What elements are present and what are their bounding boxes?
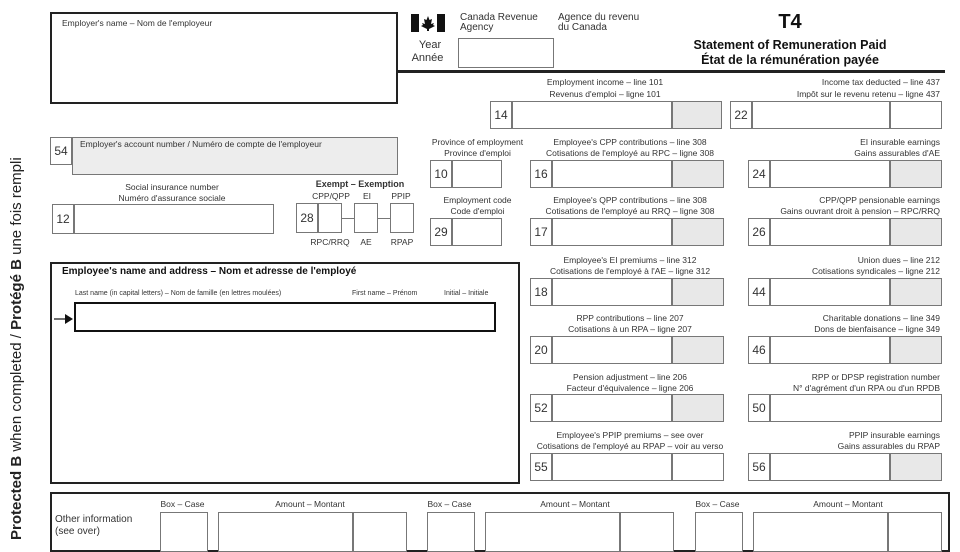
box22-field[interactable] xyxy=(752,101,890,129)
box20-field[interactable] xyxy=(552,336,672,364)
other-amount-label-1: Amount – Montant xyxy=(275,499,345,509)
box28-number: 28 xyxy=(296,203,318,233)
exempt-ppip-fr: RPAP xyxy=(390,237,414,247)
box17-field[interactable] xyxy=(552,218,672,246)
sin-field[interactable] xyxy=(74,204,274,234)
box26-label-fr: Gains ouvrant droit à pension – RPC/RRQ xyxy=(780,206,940,216)
other-amount-label-3: Amount – Montant xyxy=(813,499,883,509)
exempt-ppip-label: PPIP xyxy=(391,191,411,201)
box12-number: 12 xyxy=(52,204,74,234)
box20-label-en: RPP contributions – line 207 xyxy=(576,313,684,323)
year-label-en: Year xyxy=(418,39,442,51)
box22-number: 22 xyxy=(730,101,752,129)
empcode-label-en: Employment code xyxy=(443,195,512,205)
exempt-cpp-checkbox[interactable] xyxy=(318,203,342,233)
box56-label-en: PPIP insurable earnings xyxy=(848,430,940,440)
box18-cents[interactable] xyxy=(672,278,724,306)
other-amount-1-cents[interactable] xyxy=(353,512,407,552)
box44-label-en: Union dues – line 212 xyxy=(857,255,940,265)
box24-number: 24 xyxy=(748,160,770,188)
exempt-title: Exempt – Exemption xyxy=(315,179,405,189)
last-name-label: Last name (in capital letters) – Nom de famille (en lettres moulées) xyxy=(75,290,282,297)
box17-cents[interactable] xyxy=(672,218,724,246)
box44-label-fr: Cotisations syndicales – ligne 212 xyxy=(811,266,940,276)
box16-cents[interactable] xyxy=(672,160,724,188)
box14-label-en: Employment income – line 101 xyxy=(546,77,664,87)
box26-field[interactable] xyxy=(770,218,890,246)
box52-field[interactable] xyxy=(552,394,672,422)
box14-cents[interactable] xyxy=(672,101,722,129)
other-amount-2[interactable] xyxy=(485,512,620,552)
header-divider xyxy=(398,70,945,73)
agency-en: Canada Revenue Agency xyxy=(460,12,538,33)
employee-box-title: Employee's name and address – Nom et adresse de l'employé xyxy=(62,266,357,277)
box50-label-fr: N° d'agrément d'un RPA ou d'un RPDB xyxy=(792,383,940,393)
box50-label-en: RPP or DPSP registration number xyxy=(811,372,940,382)
box14-field[interactable] xyxy=(512,101,672,129)
box26-label-en: CPP/QPP pensionable earnings xyxy=(819,195,940,205)
box16-label-fr: Cotisations de l'employé au RPC – ligne 308 xyxy=(546,148,714,158)
other-amount-3-cents[interactable] xyxy=(888,512,942,552)
box52-label-en: Pension adjustment – line 206 xyxy=(573,372,687,382)
other-amount-2-cents[interactable] xyxy=(620,512,674,552)
other-amount-1[interactable] xyxy=(218,512,353,552)
box18-number: 18 xyxy=(530,278,552,306)
employer-name-label: Employer's name – Nom de l'employeur xyxy=(62,18,213,28)
other-info-label-fr: (see over) xyxy=(55,526,101,537)
employee-name-field[interactable] xyxy=(74,302,496,332)
box22-label-fr: Impôt sur le revenu retenu – ligne 437 xyxy=(796,89,940,99)
other-box-1[interactable] xyxy=(160,512,208,552)
box54-number: 54 xyxy=(50,137,72,165)
exempt-connector xyxy=(342,218,354,219)
box22-label-en: Income tax deducted – line 437 xyxy=(821,77,940,87)
box55-number: 55 xyxy=(530,453,552,481)
year-field[interactable] xyxy=(458,38,554,68)
box56-cents[interactable] xyxy=(890,453,942,481)
box29-number: 29 xyxy=(430,218,452,246)
employer-account-label: Employer's account number / Numéro de compte de l'employeur xyxy=(80,139,322,149)
form-code: T4 xyxy=(778,11,802,33)
exempt-ppip-checkbox[interactable] xyxy=(390,203,414,233)
other-box-case-label-3: Box – Case xyxy=(695,499,740,509)
empcode-field[interactable] xyxy=(452,218,502,246)
box24-field[interactable] xyxy=(770,160,890,188)
title-en: Statement of Remuneration Paid xyxy=(693,38,887,52)
province-field[interactable] xyxy=(452,160,502,188)
box17-label-fr: Cotisations de l'employé au RRQ – ligne 308 xyxy=(545,206,715,216)
box24-label-fr: Gains assurables d'AE xyxy=(854,148,940,158)
box22-cents[interactable] xyxy=(890,101,942,129)
box50-number: 50 xyxy=(748,394,770,422)
box56-label-fr: Gains assurables du RPAP xyxy=(837,441,940,451)
box16-label-en: Employee's CPP contributions – line 308 xyxy=(553,137,707,147)
box18-field[interactable] xyxy=(552,278,672,306)
box20-label-fr: Cotisations à un RPA – ligne 207 xyxy=(568,324,692,334)
box14-label-fr: Revenus d'emploi – ligne 101 xyxy=(549,89,661,99)
province-label-fr: Province d'emploi xyxy=(444,148,511,158)
exempt-cpp-label: CPP/QPP xyxy=(312,191,350,201)
canada-flag-icon xyxy=(411,14,445,32)
box24-cents[interactable] xyxy=(890,160,942,188)
box20-number: 20 xyxy=(530,336,552,364)
box52-cents[interactable] xyxy=(672,394,724,422)
exempt-ei-label: EI xyxy=(362,191,372,201)
box55-label-en: Employee's PPIP premiums – see over xyxy=(556,430,704,440)
box46-label-fr: Dons de bienfaisance – ligne 349 xyxy=(814,324,940,334)
box52-label-fr: Facteur d'équivalence – ligne 206 xyxy=(566,383,694,393)
other-box-2[interactable] xyxy=(427,512,475,552)
box46-number: 46 xyxy=(748,336,770,364)
box44-cents[interactable] xyxy=(890,278,942,306)
province-label-en: Province of employment xyxy=(431,137,524,147)
box24-label-en: EI insurable earnings xyxy=(860,137,940,147)
box44-field[interactable] xyxy=(770,278,890,306)
box17-label-en: Employee's QPP contributions – line 308 xyxy=(553,195,707,205)
box14-number: 14 xyxy=(490,101,512,129)
agency-fr: Agence du revenu du Canada xyxy=(558,12,640,33)
arrow-right-icon xyxy=(54,312,74,324)
first-name-label: First name – Prénom xyxy=(352,290,418,297)
box20-cents[interactable] xyxy=(672,336,724,364)
box46-cents[interactable] xyxy=(890,336,942,364)
box55-cents[interactable] xyxy=(672,453,724,481)
exempt-connector-2 xyxy=(378,218,390,219)
other-amount-label-2: Amount – Montant xyxy=(540,499,610,509)
other-box-case-label-1: Box – Case xyxy=(160,499,205,509)
protected-b-side-text: Protected B when completed / Protégé B une fois rempli xyxy=(8,157,25,540)
box55-label-fr: Cotisations de l'employé au RPAP – voir au verso xyxy=(536,441,724,451)
box44-number: 44 xyxy=(748,278,770,306)
sin-label-en: Social insurance number xyxy=(125,182,219,192)
exempt-cpp-fr: RPC/RRQ xyxy=(310,237,350,247)
exempt-ei-fr: AE xyxy=(360,237,372,247)
box46-field[interactable] xyxy=(770,336,890,364)
box26-number: 26 xyxy=(748,218,770,246)
box10-number: 10 xyxy=(430,160,452,188)
title-fr: État de la rémunération payée xyxy=(701,53,879,67)
box50-field[interactable] xyxy=(770,394,942,422)
sin-label-fr: Numéro d'assurance sociale xyxy=(118,193,226,203)
other-info-label-en: Other information xyxy=(55,514,133,525)
box26-cents[interactable] xyxy=(890,218,942,246)
box18-label-fr: Cotisations de l'employé à l'AE – ligne 312 xyxy=(549,266,711,276)
box16-field[interactable] xyxy=(552,160,672,188)
empcode-label-fr: Code d'emploi xyxy=(450,206,505,216)
box56-number: 56 xyxy=(748,453,770,481)
box46-label-en: Charitable donations – line 349 xyxy=(822,313,940,323)
exempt-ei-checkbox[interactable] xyxy=(354,203,378,233)
other-box-3[interactable] xyxy=(695,512,743,552)
box56-field[interactable] xyxy=(770,453,890,481)
box16-number: 16 xyxy=(530,160,552,188)
box52-number: 52 xyxy=(530,394,552,422)
other-box-case-label-2: Box – Case xyxy=(427,499,472,509)
initial-label: Initial – Initiale xyxy=(444,290,489,297)
box18-label-en: Employee's EI premiums – line 312 xyxy=(563,255,697,265)
box17-number: 17 xyxy=(530,218,552,246)
year-label-fr: Année xyxy=(411,52,444,64)
box55-field[interactable] xyxy=(552,453,672,481)
other-amount-3[interactable] xyxy=(753,512,888,552)
